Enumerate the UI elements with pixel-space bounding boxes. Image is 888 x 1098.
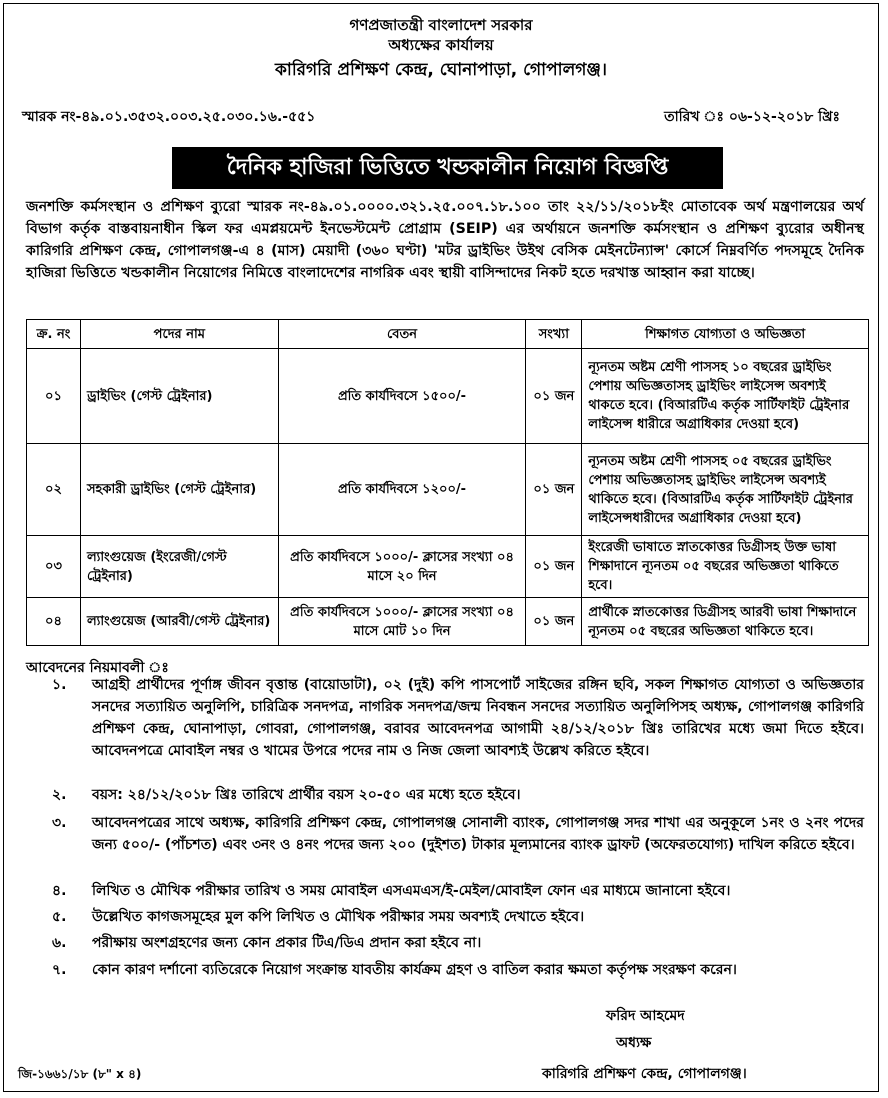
signatory-designation: অধ্যক্ষ <box>616 1035 652 1051</box>
rule-text: বয়স: ২৪/১২/২০১৮ খ্রিঃ তারিখে প্রার্থীর বয়স ২০-৫০ এর মধ্যে হতে হইবে। <box>92 787 521 803</box>
rule-number: ৫. <box>52 909 67 925</box>
rule-number: ৩. <box>52 815 67 831</box>
rule-number: ৪. <box>52 883 67 899</box>
notice-title <box>172 147 723 189</box>
notice-title-text: দৈনিক হাজিরা ভিত্তিতে খন্ডকালীন নিয়োগ বিজ্ঞপ্তি <box>226 154 669 180</box>
row-count: ০১ জন <box>526 598 582 646</box>
table-row <box>27 536 869 598</box>
row-qualification: ন্যূনতম অষ্টম শ্রেণী পাসসহ ০৫ বছরের ড্রাইভিং পেশায় অভিজ্ঞতাসহ ড্রাইভিং লাইসেন্স অবশ্যই থাকিতে হবে। (বিআরটিএ কর্তৃক সার্টিফাইট ট্রেইনার লাইসেন্সধারীদের অগ্রাধিকার দেওয়া হবে) <box>582 444 869 536</box>
rules-heading: আবেদনের নিয়মাবলী ঃ <box>26 660 169 676</box>
vacancy-table <box>26 319 869 646</box>
rule-text: পরীক্ষায় অংশগ্রহণের জন্য কোন প্রকার টিএ/ডিএ প্রদান করা হইবে না। <box>92 935 482 951</box>
signatory-name: ফরিদ আহমেদ <box>606 1008 685 1024</box>
table-header-row <box>27 320 869 349</box>
row-salary: প্রতি কার্যদিবসে ১২০০/- <box>278 444 526 536</box>
row-serial: ০৩ <box>27 536 81 598</box>
row-post: সহকারী ড্রাইভিং (গেস্ট ট্রেইনার) <box>80 444 278 536</box>
rule-item <box>26 959 864 981</box>
row-post: ল্যাংগুয়েজ (আরবী/গেস্ট ট্রেইনার) <box>80 598 278 646</box>
notice-date: তারিখ ঃ ০৬-১২-২০১৮ খ্রিঃ <box>664 109 840 125</box>
rule-text: উল্লেখিত কাগজসমূহের মুল কপি লিখিত ও মৌখিক পরীক্ষার সময় অবশ্যই দেখাতে হইবে। <box>92 909 585 925</box>
rule-number: ১. <box>52 677 67 693</box>
row-serial: ০৪ <box>27 598 81 646</box>
col-header-salary: বেতন <box>278 320 526 349</box>
row-qualification: প্রার্থীকে স্নাতকোত্তর ডিগ্রীসহ আরবী ভাষা শিক্ষাদানে ন্যূনতম ০৫ বছরের অভিজ্ঞতা থাকিতে হবে। <box>582 598 869 646</box>
col-header-post: পদের নাম <box>80 320 278 349</box>
table-row <box>27 444 869 536</box>
rule-item <box>26 674 864 762</box>
rule-text: আবেদনপত্রের সাথে অধ্যক্ষ, কারিগরি প্রশিক্ষণ কেন্দ্র, গোপালগঞ্জ সোনালী ব্যাংক, গোপালগঞ্জ সদর শাখা এর অনুকূলে ১নং ও ২নং পদের জন্য ৫০০/- (পাঁচশত) এবং ৩নং ও ৪নং পদের জন্য ২০০ (দুইশত) টাকার মূল্যমানের ব্যাংক ড্রাফট (অফেরতযোগ্য) দাখিল করিতে হইবে। <box>92 815 864 853</box>
row-qualification: ন্যূনতম অষ্টম শ্রেণী পাসসহ ১০ বছরের ড্রাইভিং পেশায় অভিজ্ঞতাসহ ড্রাইভিং লাইসেন্স অবশ্যই থাকতে হবে। (বিআরটিএ কর্তৃক সার্টিফাইট ট্রেইনার লাইসেন্স ধারীরে অগ্রাধিকার দেওয়া হবে) <box>582 349 869 444</box>
row-count: ০১ জন <box>526 536 582 598</box>
row-post: ল্যাংগুয়েজ (ইংরেজী/গেস্ট ট্রেইনার) <box>80 536 278 598</box>
row-serial: ০২ <box>27 444 81 536</box>
table-row <box>27 598 869 646</box>
row-salary: প্রতি কার্যদিবসে ১০০০/- ক্লাসের সংখ্যা ০৪ মাসে ২০ দিন <box>278 536 526 598</box>
rule-number: ৬. <box>52 935 67 951</box>
col-header-serial: ক্র. নং <box>27 320 81 349</box>
office-name: অধ্যক্ষের কার্যালয় <box>388 36 494 54</box>
rule-item <box>26 932 864 954</box>
rule-item <box>26 880 864 902</box>
row-count: ০১ জন <box>526 349 582 444</box>
rule-item <box>26 906 864 928</box>
intro-paragraph: জনশক্তি কর্মসংস্থান ও প্রশিক্ষণ ব্যুরো স্মারক নং-৪৯.০১.০০০০.৩২১.২৫.০০৭.১৮.১০০ তাং ২২/১১/২০১৮ইং মোতাবেক অর্থ মন্ত্রণালয়ের অর্থ বিভাগ কর্তৃক বাস্তবায়নাধীন স্কিল ফর এমপ্লয়মেন্ট ইনভেস্টমেন্ট প্রোগ্রাম (SEIP) এর অর্থায়নে জনশক্তি কর্মসংস্থান ও প্রশিক্ষণ ব্যুরোর অধীনস্থ কারিগরি প্রশিক্ষণ কেন্দ্র, গোপালগঞ্জ-এ ৪ (মাস) মেয়াদী (৩৬০ ঘণ্টা) 'মটর ড্রাইভিং উইথ বেসিক মেইনটেন্যান্স' কোর্সে নিম্নবর্ণিত পদসমূহে দৈনিক হাজিরা ভিত্তিতে খন্ডকালীন নিয়োগের নিমিত্তে বাংলাদেশের নাগরিক এবং স্থায়ী বাসিন্দাদের নিকট হতে দরখাস্ত আহ্বান করা যাচ্ছে। <box>26 199 864 281</box>
memo-number: স্মারক নং-৪৯.০১.৩৫৩২.০০৩.২৫.০৩০.১৬.-৫৫১ <box>22 109 316 125</box>
rule-text: লিখিত ও মৌখিক পরীক্ষার তারিখ ও সময় মোবাইল এসএমএস/ই-মেইল/মোবাইল ফোন এর মাধ্যমে জানানো হইবে। <box>92 883 731 899</box>
govt-name: গণপ্রজাতন্ত্রী বাংলাদেশ সরকার <box>349 16 533 34</box>
rule-item <box>26 784 864 806</box>
rule-text: কোন কারণ দর্শানো ব্যতিরেকে নিয়োগ সংক্রান্ত যাবতীয় কার্যক্রম গ্রহণ ও বাতিল করার ক্ষমতা কর্তৃপক্ষ সংরক্ষণ করেন। <box>92 962 737 978</box>
row-serial: ০১ <box>27 349 81 444</box>
row-salary: প্রতি কার্যদিবসে ১৫০০/- <box>278 349 526 444</box>
notice-page <box>3 3 879 1092</box>
row-salary: প্রতি কার্যদিবসে ১০০০/- ক্লাসের সংখ্যা ০৪ মাসে মোট ১০ দিন <box>278 598 526 646</box>
rule-number: ২. <box>52 787 67 803</box>
table-row <box>27 349 869 444</box>
row-qualification: ইংরেজী ভাষাতে স্নাতকোত্তর ডিগ্রীসহ উক্ত ভাষা শিক্ষাদানে ন্যূনতম ০৫ বছরের অভিজ্ঞতা থাকিতে হবে। <box>582 536 869 598</box>
rule-item <box>26 812 864 856</box>
signatory-office: কারিগরি প্রশিক্ষণ কেন্দ্র, গোপালগঞ্জ। <box>542 1066 747 1082</box>
institute-address: কারিগরি প্রশিক্ষণ কেন্দ্র, ঘোনাপাড়া, গোপালগঞ্জ। <box>275 60 607 80</box>
row-count: ০১ জন <box>526 444 582 536</box>
col-header-count: সংখ্যা <box>526 320 582 349</box>
print-code: জি-১৬৬১/১৮ (৮" x ৪) <box>18 1067 142 1081</box>
col-header-qualification: শিক্ষাগত যোগ্যতা ও অভিজ্ঞতা <box>582 320 869 349</box>
rule-number: ৭. <box>52 962 67 978</box>
rule-text: আগ্রহী প্রার্থীদের পূর্ণাঙ্গ জীবন বৃত্তান্ত (বায়োডাটা), ০২ (দুই) কপি পাসপোর্ট সাইজের রঙ্গিন ছবি, সকল শিক্ষাগত যোগ্যতা ও অভিজ্ঞতার সনদের সত্যায়িত অনুলিপি, চারিত্রিক সনদপত্র, নাগরিক সনদপত্র/জন্ম নিবন্ধন সনদের সত্যায়িত অনুলিপিসহ অধ্যক্ষ, গোপালগঞ্জ কারিগরি প্রশিক্ষণ কেন্দ্র, ঘোনাপাড়া, গোবরা, গোপালগঞ্জ, বরাবর আবেদনপত্র আগামী ২৪/১২/২০১৮ খ্রিঃ তারিখের মধ্যে জমা দিতে হইবে। আবেদনপত্রে মোবাইল নম্বর ও খামের উপরে পদের নাম ও নিজ জেলা আবশ্যই উল্লেখ করিতে হইবে। <box>92 677 864 759</box>
row-post: ড্রাইভিং (গেস্ট ট্রেইনার) <box>80 349 278 444</box>
